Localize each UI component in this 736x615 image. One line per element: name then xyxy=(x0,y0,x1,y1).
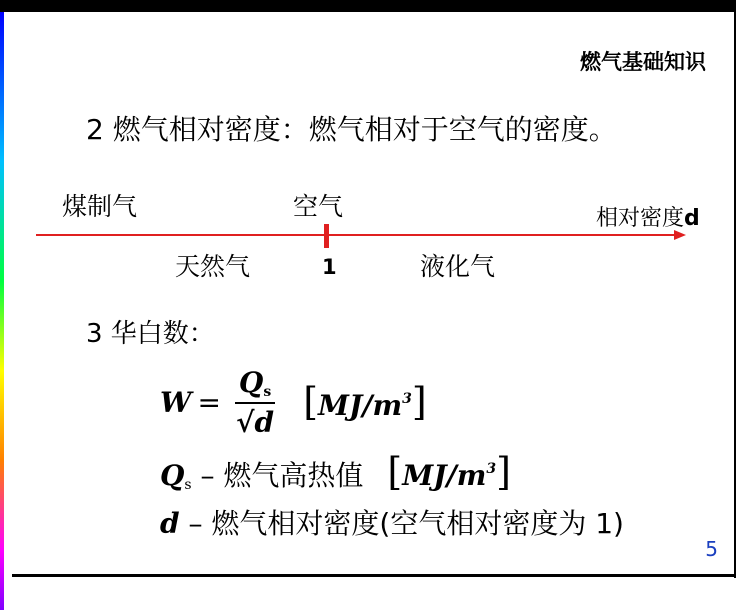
section-heading-wobbe-index: 3 华白数： xyxy=(86,319,215,349)
unit-superscript: 3 xyxy=(402,391,412,407)
d-text: 燃气相对密度 xyxy=(211,507,380,540)
axis-title-text: 相对密度 xyxy=(596,206,685,231)
definition-qs xyxy=(160,450,511,494)
axis-title xyxy=(596,201,700,232)
qs-unit xyxy=(387,450,511,494)
qs-symbol: Q xyxy=(160,459,185,492)
numerator-symbol: Q xyxy=(238,365,264,399)
numerator-subscript: s xyxy=(263,383,272,400)
qs-dash: – xyxy=(191,459,224,492)
qs-unit-superscript: 3 xyxy=(486,461,497,477)
unit-open-bracket: [ xyxy=(303,380,319,424)
unit-close-bracket: ] xyxy=(411,380,427,424)
formula-fraction xyxy=(235,366,275,439)
qs-subscript: s xyxy=(184,477,192,493)
formula-equals: = xyxy=(197,385,221,419)
page-number: 5 xyxy=(705,537,718,561)
axis-label-coal-gas: 煤制气 xyxy=(62,192,138,221)
d-dash: – xyxy=(179,507,212,540)
qs-text: 燃气高热值 xyxy=(223,459,364,492)
formula-numerator xyxy=(235,366,275,404)
formula-lhs: W xyxy=(160,385,192,419)
section-heading-relative-density: 2 燃气相对密度：燃气相对于空气的密度。 xyxy=(86,113,617,146)
qs-unit-open-bracket: [ xyxy=(387,450,403,494)
axis-tick-label: 1 xyxy=(322,255,337,279)
axis-title-variable: d xyxy=(684,206,700,231)
axis-label-air: 空气 xyxy=(293,192,344,221)
formula-unit xyxy=(303,380,427,424)
d-paren-text: (空气相对密度为 1) xyxy=(379,507,624,540)
qs-unit-text: MJ/m xyxy=(402,459,487,492)
slide-corner-title: 燃气基础知识 xyxy=(580,50,706,74)
definition-d xyxy=(160,502,624,542)
wobbe-formula xyxy=(160,362,427,442)
d-symbol: d xyxy=(160,507,180,540)
axis-label-natural-gas: 天然气 xyxy=(175,252,251,281)
unit-text: MJ/m xyxy=(318,389,403,422)
formula-denominator: √d xyxy=(236,405,275,439)
axis-label-lpg: 液化气 xyxy=(420,252,496,281)
axis-tick-air xyxy=(324,224,329,248)
qs-unit-close-bracket: ] xyxy=(496,450,511,494)
